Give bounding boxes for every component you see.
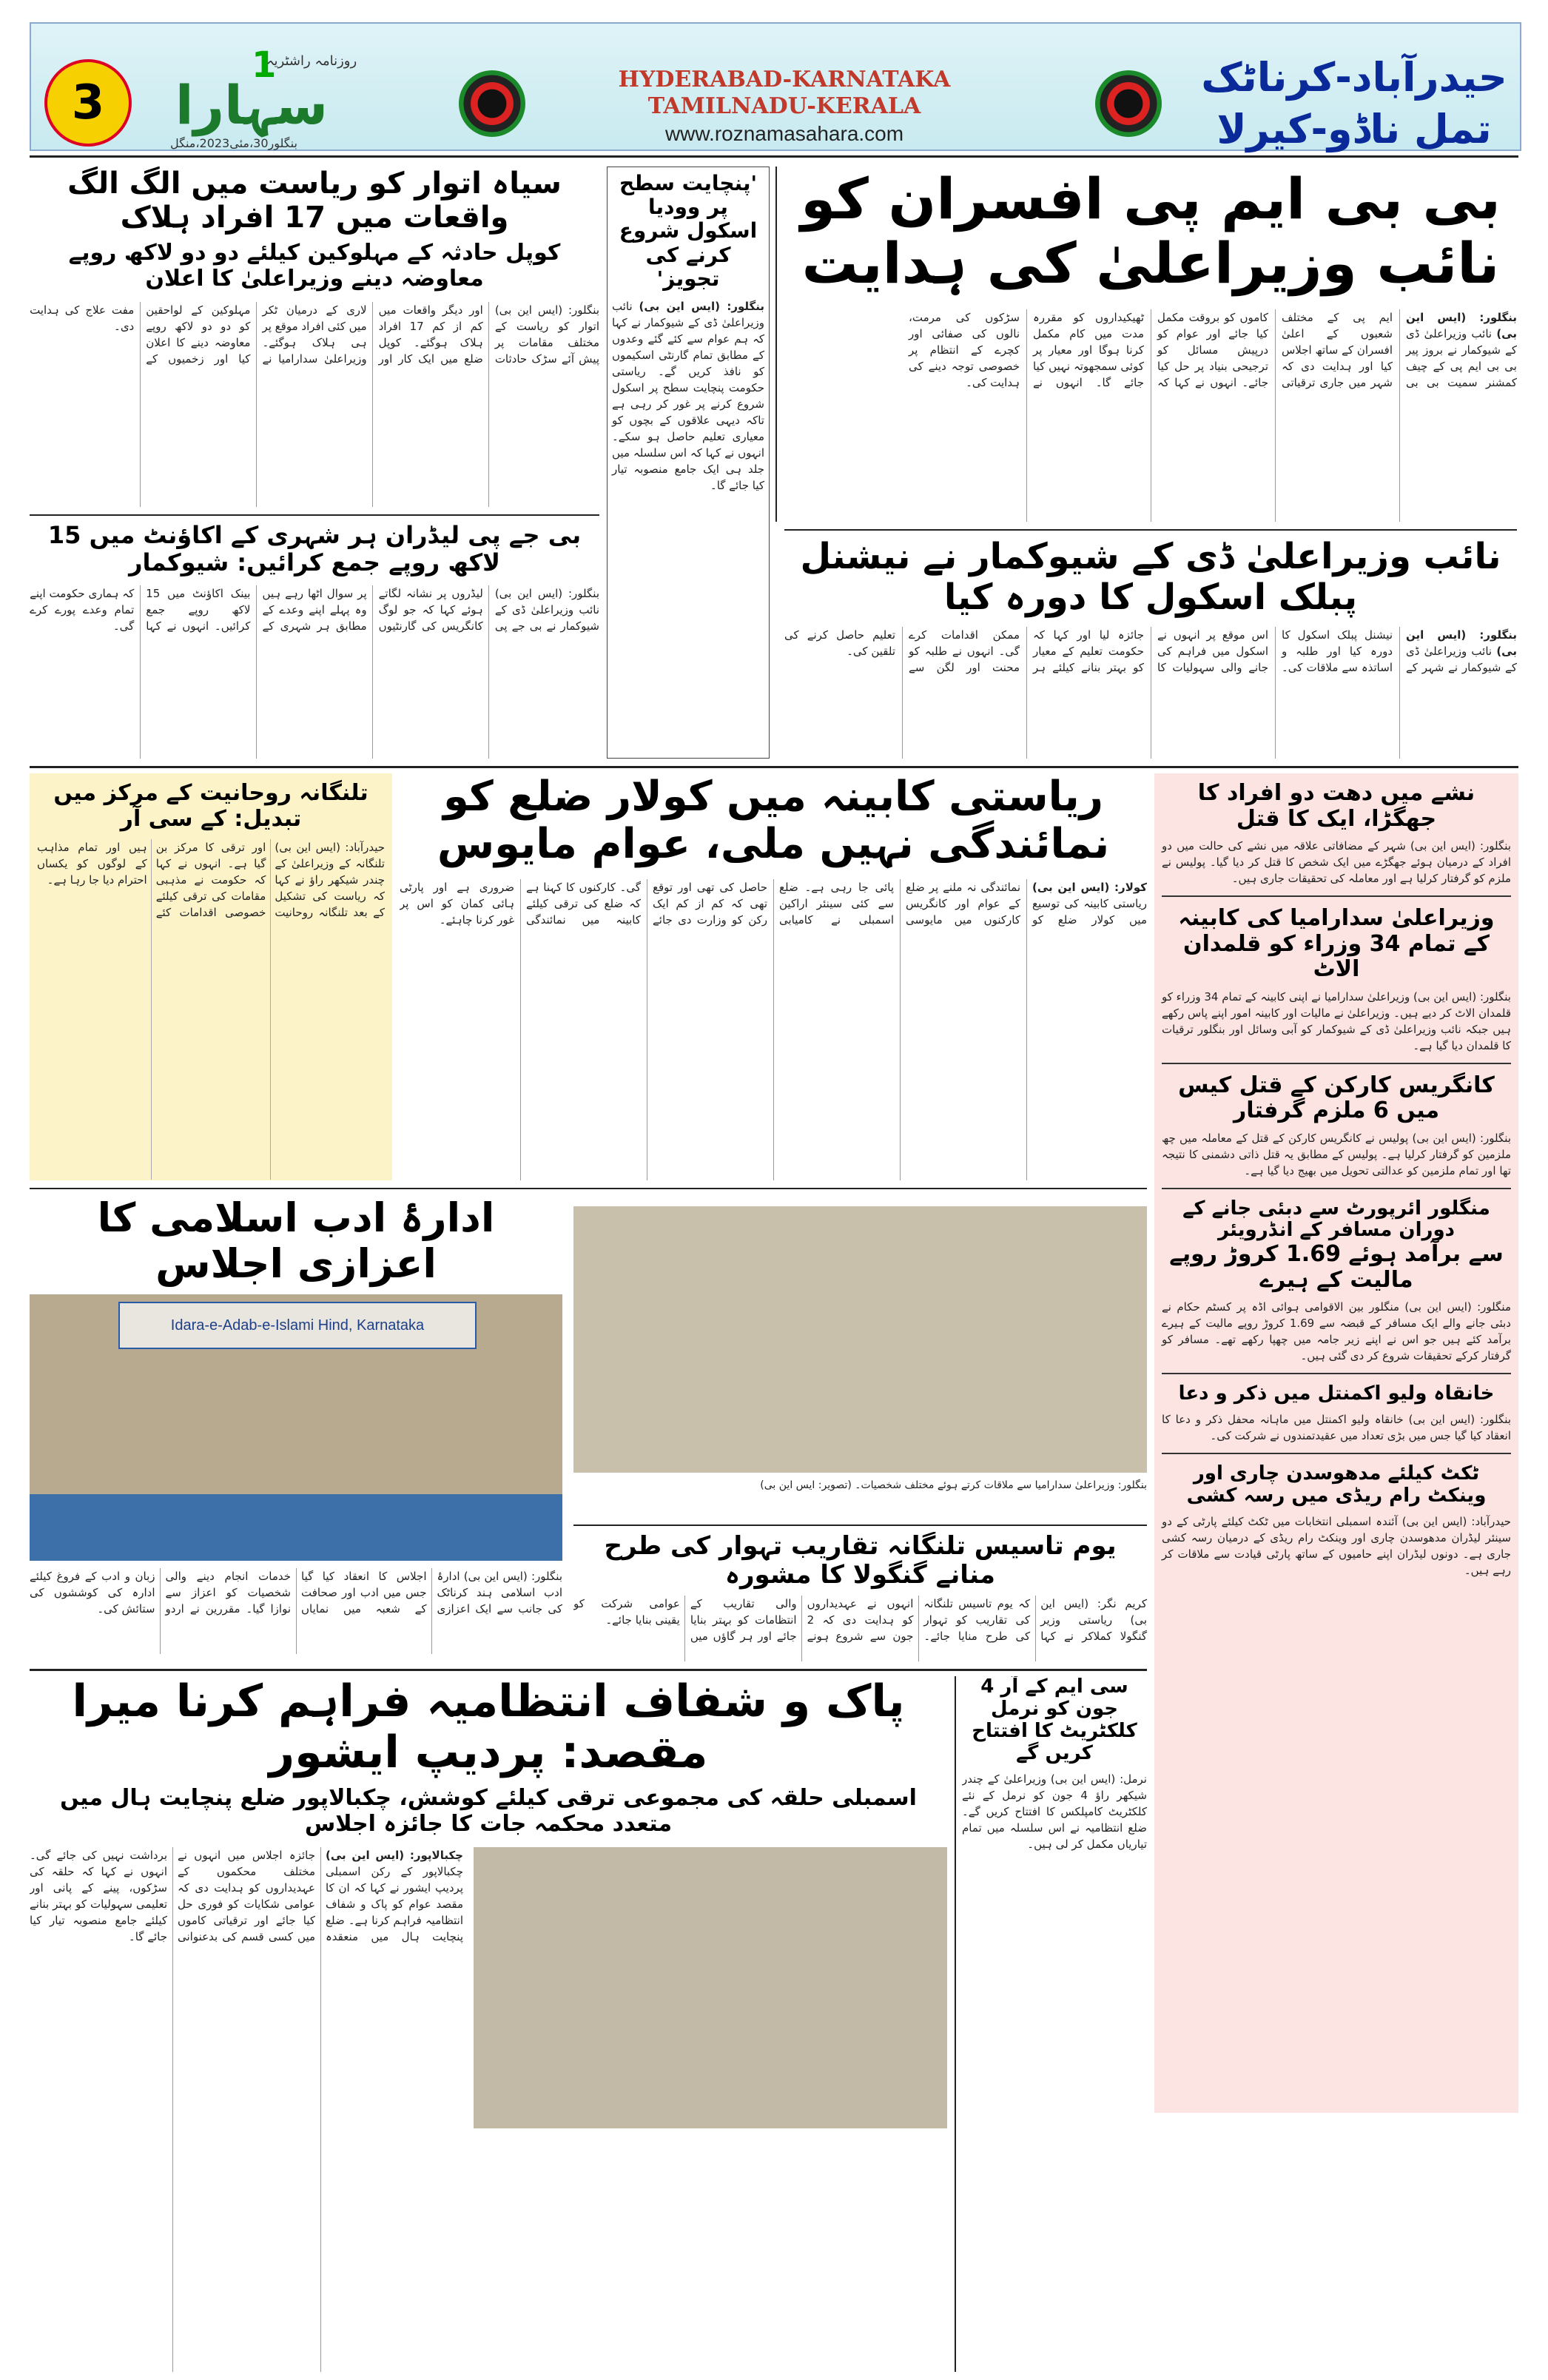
article-headline: منگلور ائرپورٹ سے دبئی جانے کے دوران مسافر کے انڈرویئر — [1182, 1197, 1490, 1242]
article-bjp-15-lakh — [30, 522, 599, 759]
article-headline: خانقاہ ولیو اکمنتل میں ذکر و دعا — [1178, 1382, 1495, 1405]
article-kolar-cabinet — [400, 773, 1147, 1180]
article-body: چکبالاپور کے رکن اسمبلی پردیپ ایشور نے کہا کہ ان کا مقصد عوام کو پاک و شفاف انتظامیہ فراہم کرنا ہے۔ ضلع پنچایت ہال میں منعقدہ جائزہ اجلاس میں انہوں نے مختلف محکموں کے عہدیداروں کو ہدایت دی کہ عوامی شکایات کو فوری حل کیا جائے اور ترقیاتی کاموں میں کسی قسم کی بدعنوانی برداشت نہیں کی جائے گی۔ انہوں نے کہا کہ حلقہ کی سڑکوں، پینے کے پانی اور تعلیمی سہولیات کو بہتر بنانے کیلئے جامع منصوبہ تیار کیا جائے گا۔ — [30, 1849, 463, 1943]
article-body: بنگلور: (ایس این بی) نائب وزیراعلیٰ ڈی کے شیوکمار نے بی جے پی لیڈروں پر نشانہ لگاتے ہوئے کہا کہ جو لوگ کانگریس کی گارنٹیوں پر سوال اٹھا رہے ہیں وہ پہلے اپنے وعدے کے مطابق ہر شہری کے بینک اکاؤنٹ میں 15 لاکھ روپے جمع کرائیں۔ انہوں نے کہا کہ ہماری حکومت اپنے تمام وعدے پورے کرے گی۔ — [30, 586, 599, 633]
article-black-sunday — [30, 167, 599, 507]
article-national-public-school — [784, 537, 1517, 759]
edition-urdu — [1199, 52, 1510, 155]
article-body: نائب وزیراعلیٰ ڈی کے شیوکمار نے کہا کہ ہم عوام سے کئے گئے وعدوں کے مطابق تمام گارنٹی اسکیموں کو نافذ کریں گے۔ ریاستی حکومت پنچایت سطح پر اسکول شروع کرنے پر غور کر رہی ہے تاکہ دیہی علاقوں کے بچوں کو معیاری تعلیم حاصل ہو سکے۔ انہوں نے کہا کہ اس سلسلہ میں جلد ہی ایک جامع منصوبہ تیار کیا جائے گا۔ — [612, 299, 764, 492]
article-body: بنگلور: (ایس این بی) شہر کے مضافاتی علاقہ میں نشے کی حالت میں دو افراد کے درمیان ہوئے جھگڑے میں ایک شخص کا قتل کر دیا گیا۔ پولیس نے ملزم کو گرفتار کرلیا ہے اور معاملہ کی تحقیقات جاری ہیں۔ — [1162, 839, 1511, 885]
article-nirmal-collectorate — [962, 1676, 1147, 2372]
website-link[interactable]: www.roznamasahara.com — [664, 122, 904, 145]
event-banner: Idara-e-Adab-e-Islami Hind, Karnataka — [118, 1302, 477, 1349]
article-dateline: بنگلور: (ایس این بی) — [639, 299, 764, 313]
article-headline: 'پنچایت سطح پر وودیا اسکول شروع کرنے کی تجویز' — [619, 171, 758, 291]
article-panchayat-schools — [607, 167, 770, 759]
divider — [1162, 1188, 1511, 1189]
newspaper-logo — [141, 44, 400, 148]
divider — [573, 1525, 1147, 1526]
article-headline: سی ایم کے آر 4 جون کو نرمل کلکٹریٹ کا افتتاح کریں گے — [972, 1676, 1137, 1764]
divider — [1162, 1373, 1511, 1374]
group-photo — [573, 1206, 1147, 1473]
sidebar-briefs — [1154, 773, 1518, 2113]
article-headline: ریاستی کابینہ میں کولار ضلع کو نمائندگی نہیں ملی، عوام مایوس — [437, 773, 1110, 869]
table-cloth — [30, 1494, 562, 1561]
article-subheadline: سے برآمد ہوئے 1.69 کروڑ روپے مالیت کے ہیرے — [1169, 1241, 1504, 1293]
article-idara-adab — [30, 1195, 562, 1654]
issue-number: 1 — [252, 44, 277, 86]
article-telangana-formation-day — [573, 1532, 1147, 1661]
edition-urdu-line-2: تمل ناڈو-کیرلا — [1216, 106, 1492, 152]
divider — [30, 155, 1518, 158]
divider — [784, 529, 1517, 531]
photo-story-meeting — [573, 1206, 1147, 1517]
emblem-icon — [1095, 70, 1162, 137]
meeting-photo — [474, 1847, 947, 2128]
article-pradeep-eshwar — [30, 1676, 947, 2372]
article-body: حیدرآباد: (ایس این بی) آئندہ اسمبلی انتخابات میں ٹکٹ کیلئے پارٹی کے دو سینئر لیڈران مدھوسدن چاری اور وینکٹ رام ریڈی کے درمیان رسہ کشی جاری ہے۔ دونوں لیڈران اپنے حامیوں کے ساتھ پارٹی قیادت سے ملاقات کر رہے ہیں۔ — [1162, 1514, 1511, 1577]
divider — [30, 514, 599, 516]
article-body: نائب وزیراعلیٰ ڈی کے شیوکمار نے بروز پیر بی بی ایم پی کے چیف کمشنر سمیت بی بی ایم پی کے مختلف شعبوں کے اعلیٰ افسران کے ساتھ اجلاس کیا اور ہدایت دی کہ شہر میں جاری ترقیاتی کاموں کو بروقت مکمل کیا جائے اور عوام کو درپیش مسائل کو ترجیحی بنیاد پر حل کیا جائے۔ انہوں نے کہا کہ ٹھیکیداروں کو مقررہ مدت میں کام مکمل کرنا ہوگا اور معیار پر کوئی سمجھوتہ نہیں کیا جائے گا۔ انہوں نے سڑکوں کی مرمت، نالوں کی صفائی اور کچرے کے انتظام پر خصوصی توجہ دینے کی ہدایت کی۔ — [909, 310, 1517, 389]
article-body: نائب وزیراعلیٰ ڈی کے شیوکمار نے شہر کے نیشنل پبلک اسکول کا دورہ کیا اور طلبہ و اساتذہ سے ملاقات کی۔ اس موقع پر انہوں نے اسکول میں فراہم کی جانے والی سہولیات کا جائزہ لیا اور کہا کہ حکومت تعلیم کے معیار کو بہتر بنانے کیلئے ہر ممکن اقدامات کرے گی۔ انہوں نے طلبہ کو محنت اور لگن سے تعلیم حاصل کرنے کی تلقین کی۔ — [784, 628, 1517, 675]
page-number: 3 — [44, 59, 132, 147]
article-headline: ادارۂ ادب اسلامی کا اعزازی اجلاس — [97, 1195, 495, 1288]
article-headline: بی جے پی لیڈران ہر شہری کے اکاؤنٹ میں 15 لاکھ روپے جمع کرائیں: شیوکمار — [47, 522, 582, 576]
article-body: منگلور: (ایس این بی) منگلور بین الاقوامی ہوائی اڈہ پر کسٹم حکام نے دبئی جانے والے ایک مسافر کے قبضہ سے 1.69 کروڑ روپے مالیت کے ہیرے برآمد کئے ہیں جو اس نے اپنے زیر جامہ میں چھپا رکھے تھے۔ مسافر کو گرفتار کرکے تحقیقات شروع کر دی گئی ہیں۔ — [1162, 1300, 1511, 1363]
article-dateline: کولار: (ایس این بی) — [1032, 880, 1147, 894]
article-subheadline: اسمبلی حلقہ کی مجموعی ترقی کیلئے کوشش، چکبالاپور ضلع پنچایت ہال میں متعدد محکمہ جات کا جائزہ اجلاس — [60, 1785, 917, 1837]
article-body: نرمل: (ایس این بی) وزیراعلیٰ کے چندر شیکھر راؤ 4 جون کو نرمل کے نئے کلکٹریٹ کامپلکس کا افتتاح کریں گے۔ ضلع انتظامیہ نے اس سلسلہ میں تمام تیاریاں مکمل کر لی ہیں۔ — [962, 1772, 1147, 1851]
article-headline: بی بی ایم پی افسران کو نائب وزیراعلیٰ کی ہدایت — [801, 167, 1501, 297]
edition-english — [607, 67, 962, 120]
article-headline: ٹکٹ کیلئے مدھوسدن چاری اور وینکٹ رام ریڈی میں رسہ کشی — [1186, 1462, 1487, 1507]
divider — [1162, 1063, 1511, 1064]
edition-urdu-line-1: حیدرآباد-کرناٹک — [1201, 54, 1507, 101]
divider — [30, 1188, 1147, 1189]
article-headline: سیاہ اتوار کو ریاست میں الگ الگ واقعات میں 17 افراد ہلاک — [67, 167, 562, 235]
paper-prefix: روزنامہ راشٹریہ — [266, 53, 357, 69]
article-dateline: بنگلور: (ایس این بی) — [1406, 310, 1517, 340]
article-body: ریاستی کابینہ کی توسیع میں کولار ضلع کو نمائندگی نہ ملنے پر ضلع کے عوام اور کانگریس کارکنوں میں مایوسی پائی جا رہی ہے۔ ضلع سے کئی سینئر اراکین اسمبلی نے کامیابی حاصل کی تھی اور توقع تھی کہ کم از کم ایک رکن کو وزارت دی جائے گی۔ کارکنوں کا کہنا ہے کہ ضلع کی ترقی کیلئے کابینہ میں نمائندگی ضروری ہے اور پارٹی ہائی کمان کو اس پر غور کرنا چاہئے۔ — [400, 880, 1147, 927]
article-headline: پاک و شفاف انتظامیہ فراہم کرنا میرا مقصد: پردیپ ایشور — [72, 1676, 905, 1778]
emblem-icon — [459, 70, 525, 137]
article-telangana-spirituality — [30, 773, 392, 1180]
edition-line-1: HYDERABAD-KARNATAKA — [618, 67, 951, 93]
article-body: بنگلور: (ایس این بی) خانقاہ ولیو اکمنتل میں ماہانہ محفل ذکر و دعا کا انعقاد کیا گیا جس میں بڑی تعداد میں عقیدتمندوں نے شرکت کی۔ — [1162, 1413, 1511, 1443]
article-headline: تلنگانہ روحانیت کے مرکز میں تبدیل: کے سی آر — [53, 780, 369, 832]
article-headline: نائب وزیراعلیٰ ڈی کے شیوکمار نے نیشنل پبلک اسکول کا دورہ کیا — [800, 537, 1501, 619]
article-body: بنگلور: (ایس این بی) وزیراعلیٰ سدارامیا نے اپنی کابینہ کے تمام 34 وزراء کو قلمدان الاٹ کر دیے ہیں۔ وزیراعلیٰ نے مالیات اور کابینہ امور اپنے پاس رکھے ہیں جبکہ نائب وزیراعلیٰ ڈی کے شیوکمار کو آبی وسائل اور بنگلور ترقیات کا قلمدان دیا گیا ہے۔ — [1162, 989, 1511, 1052]
divider — [955, 1676, 956, 2372]
article-headline: کانگریس کارکن کے قتل کیس میں 6 ملزم گرفتار — [1178, 1072, 1495, 1123]
event-photo — [30, 1294, 562, 1561]
divider — [1162, 895, 1511, 897]
article-body: حیدرآباد: (ایس این بی) تلنگانہ کے وزیراعلیٰ کے چندر شیکھر راؤ نے کہا کہ ریاست کی تشکیل کے بعد تلنگانہ روحانیت اور ترقی کا مرکز بن گیا ہے۔ انہوں نے کہا کہ حکومت نے مذہبی مقامات کی ترقی کیلئے خصوصی اقدامات کئے ہیں اور تمام مذاہب کے لوگوں کو یکساں احترام دیا جا رہا ہے۔ — [37, 841, 385, 919]
divider — [1162, 1453, 1511, 1454]
article-body: بنگلور: (ایس این بی) پولیس نے کانگریس کارکن کے قتل کے معاملہ میں چھ ملزمین کو گرفتار کرلیا ہے۔ پولیس کے مطابق یہ قتل ذاتی دشمنی کا نتیجہ تھا اور تمام ملزمین کو عدالتی تحویل میں بھیج دیا گیا ہے۔ — [1162, 1131, 1511, 1177]
article-headline: وزیراعلیٰ سدارامیا کی کابینہ کے تمام 34 وزراء کو قلمدان الاٹ — [1178, 905, 1495, 982]
divider — [775, 167, 777, 522]
article-headline: یوم تاسیس تلنگانہ تقاریب تہوار کی طرح منانے گنگولا کا مشورہ — [604, 1532, 1117, 1590]
divider — [30, 766, 1518, 768]
article-body: بنگلور: (ایس این بی) ادارۂ ادب اسلامی ہند کرناٹک کی جانب سے ایک اعزازی اجلاس کا انعقاد کیا گیا جس میں ادب اور صحافت کے شعبہ میں نمایاں خدمات انجام دینے والی شخصیات کو اعزاز سے نوازا گیا۔ مقررین نے اردو زبان و ادب کے فروغ کیلئے ادارہ کی کوششوں کی ستائش کی۔ — [30, 1570, 562, 1616]
edition-line-2: TAMILNADU-KERALA — [647, 93, 921, 119]
article-dateline: چکبالاپور: (ایس این بی) — [326, 1849, 463, 1862]
divider — [30, 1669, 1147, 1671]
article-body: کریم نگر: (ایس این بی) ریاستی وزیر گنگولا کملاکر نے کہا کہ یوم تاسیس تلنگانہ کی تقاریب کو تہوار کی طرح منایا جائے۔ انہوں نے عہدیداروں کو ہدایت دی کہ 2 جون سے شروع ہونے والی تقاریب کے انتظامات کو بہتر بنایا جائے اور ہر گاؤں میں عوامی شرکت کو یقینی بنایا جائے۔ — [573, 1597, 1147, 1644]
article-body: بنگلور: (ایس این بی) اتوار کو ریاست کے مختلف مقامات پر پیش آئے سڑک حادثات اور دیگر واقعات میں کم از کم 17 افراد ہلاک ہوگئے۔ کوپل ضلع میں ایک کار اور لاری کے درمیان ٹکر میں کئی افراد موقع پر ہی ہلاک ہوگئے۔ وزیراعلیٰ سدارامیا نے مہلوکین کے لواحقین کو دو دو لاکھ روپے معاوضہ دینے کا اعلان کیا اور زخمیوں کے مفت علاج کی ہدایت دی۔ — [30, 303, 599, 366]
article-officials-directive — [784, 167, 1517, 522]
photo-caption: بنگلور: وزیراعلیٰ سدارامیا سے ملاقات کرتے ہوئے مختلف شخصیات۔ (تصویر: ایس این بی) — [760, 1479, 1147, 1491]
article-dateline: بنگلور: (ایس این بی) — [1406, 628, 1517, 659]
issue-date: بنگلور30،مئی2023،منگل — [170, 136, 297, 150]
article-headline: نشے میں دھت دو افراد کا جھگڑا، ایک کا قتل — [1197, 780, 1475, 832]
article-subheadline: کوپل حادثہ کے مہلوکین کیلئے دو دو لاکھ روپے معاوضہ دینے وزیراعلیٰ کا اعلان — [68, 240, 561, 292]
paper-name: سہارا — [175, 74, 329, 136]
